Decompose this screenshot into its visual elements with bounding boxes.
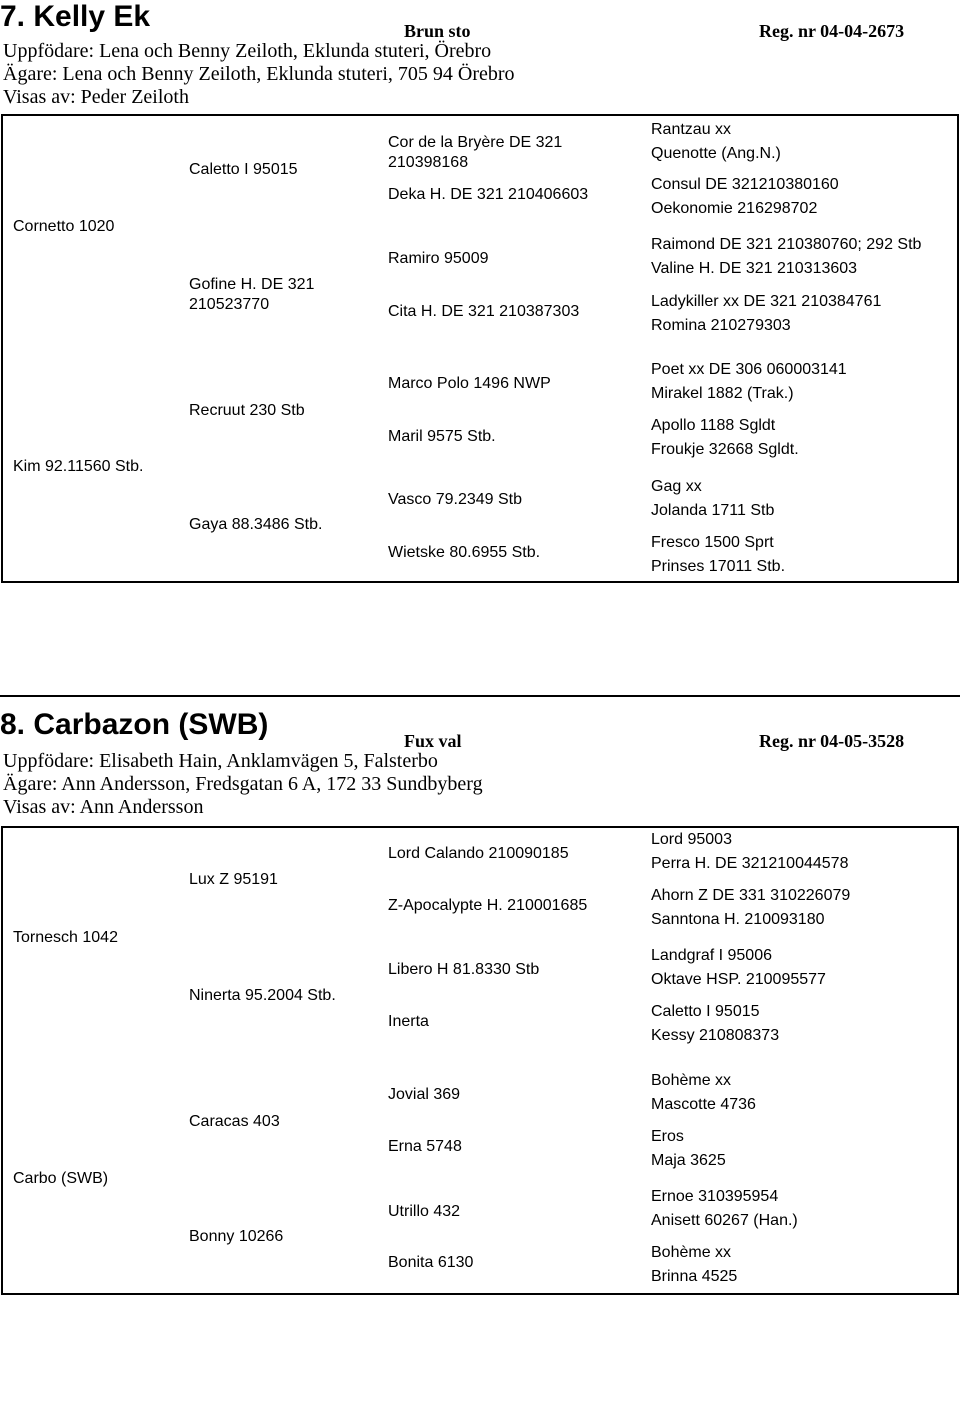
entry-title: 8. Carbazon (SWB) xyxy=(0,708,269,741)
maternal-granddam: Gaya 88.3486 Stb. xyxy=(189,516,323,533)
gggp-4: Oekonomie 216298702 xyxy=(651,200,818,217)
ggp-1: Lord Calando 210090185 xyxy=(388,845,569,862)
gggp-2: Quenotte (Ang.N.) xyxy=(651,145,781,162)
ggp-6: Maril 9575 Stb. xyxy=(388,428,496,445)
ggp-1: Cor de la Bryère DE 321 xyxy=(388,134,563,151)
ggp-3: Libero H 81.8330 Stb xyxy=(388,961,540,978)
ggp-4: Cita H. DE 321 210387303 xyxy=(388,303,580,320)
breeder: Uppfödare: Lena och Benny Zeiloth, Eklunda stuteri, Örebro xyxy=(3,40,492,62)
paternal-grandsire: Lux Z 95191 xyxy=(189,871,278,888)
gggp-3: Consul DE 321210380160 xyxy=(651,176,839,193)
paternal-granddam: Gofine H. DE 321 xyxy=(189,276,315,293)
ggp-8: Wietske 80.6955 Stb. xyxy=(388,544,541,561)
gggp-5: Landgraf I 95006 xyxy=(651,947,772,964)
paternal-grandsire: Caletto I 95015 xyxy=(189,161,298,178)
color-sex: Brun sto xyxy=(404,21,471,41)
gggp-12: Maja 3625 xyxy=(651,1152,726,1169)
gggp-14: Jolanda 1711 Stb xyxy=(651,502,775,519)
owner: Ägare: Lena och Benny Zeiloth, Eklunda stuteri, 705 94 Örebro xyxy=(3,63,515,85)
ggp-3: Ramiro 95009 xyxy=(388,250,489,267)
gggp-13: Ernoe 310395954 xyxy=(651,1188,779,1205)
ggp-4: Inerta xyxy=(388,1013,429,1030)
dam: Kim 92.11560 Stb. xyxy=(13,458,144,475)
gggp-13: Gag xx xyxy=(651,478,702,495)
gggp-2: Perra H. DE 321210044578 xyxy=(651,855,849,872)
maternal-grandsire: Recruut 230 Stb xyxy=(189,402,305,419)
gggp-4: Sanntona H. 210093180 xyxy=(651,911,825,928)
gggp-14: Anisett 60267 (Han.) xyxy=(651,1212,798,1229)
paternal-granddam-reg: 210523770 xyxy=(189,296,270,313)
gggp-11: Eros xyxy=(651,1128,684,1145)
gggp-16: Brinna 4525 xyxy=(651,1268,738,1285)
sire: Tornesch 1042 xyxy=(13,929,118,946)
ggp-5: Marco Polo 1496 NWP xyxy=(388,375,551,392)
ggp-5: Jovial 369 xyxy=(388,1086,461,1103)
ggp-7: Vasco 79.2349 Stb xyxy=(388,491,523,508)
ggp-7: Utrillo 432 xyxy=(388,1203,461,1220)
entry-title: 7. Kelly Ek xyxy=(0,0,151,33)
gggp-8: Kessy 210808373 xyxy=(651,1027,780,1044)
gggp-1: Lord 95003 xyxy=(651,831,732,848)
gggp-3: Ahorn Z DE 331 310226079 xyxy=(651,887,851,904)
maternal-granddam: Bonny 10266 xyxy=(189,1228,284,1245)
gggp-12: Froukje 32668 Sgldt. xyxy=(651,441,799,458)
gggp-15: Bohème xx xyxy=(651,1244,732,1261)
gggp-7: Caletto I 95015 xyxy=(651,1003,760,1020)
paternal-granddam: Ninerta 95.2004 Stb. xyxy=(189,987,336,1004)
ggp-8: Bonita 6130 xyxy=(388,1254,474,1271)
registration-number: Reg. nr 04-04-2673 xyxy=(759,21,905,41)
registration-number: Reg. nr 04-05-3528 xyxy=(759,731,905,751)
gggp-9: Poet xx DE 306 060003141 xyxy=(651,361,847,378)
gggp-10: Mascotte 4736 xyxy=(651,1096,756,1113)
ggp-2: Z-Apocalypte H. 210001685 xyxy=(388,897,588,914)
maternal-grandsire: Caracas 403 xyxy=(189,1113,280,1130)
shown-by: Visas av: Peder Zeiloth xyxy=(3,86,189,108)
gggp-10: Mirakel 1882 (Trak.) xyxy=(651,385,794,402)
dam: Carbo (SWB) xyxy=(13,1170,109,1187)
entry-divider xyxy=(0,695,960,697)
breeder: Uppfödare: Elisabeth Hain, Anklamvägen 5, Falsterbo xyxy=(3,750,438,772)
ggp-2: Deka H. DE 321 210406603 xyxy=(388,186,589,203)
ggp-1-reg: 210398168 xyxy=(388,154,469,171)
ggp-6: Erna 5748 xyxy=(388,1138,462,1155)
color-sex: Fux val xyxy=(404,731,462,751)
gggp-5: Raimond DE 321 210380760; 292 Stb xyxy=(651,236,922,253)
sire: Cornetto 1020 xyxy=(13,218,115,235)
gggp-7: Ladykiller xx DE 321 210384761 xyxy=(651,293,882,310)
gggp-6: Valine H. DE 321 210313603 xyxy=(651,260,858,277)
gggp-16: Prinses 17011 Stb. xyxy=(651,558,786,575)
gggp-1: Rantzau xx xyxy=(651,121,732,138)
owner: Ägare: Ann Andersson, Fredsgatan 6 A, 172 33 Sundbyberg xyxy=(3,773,483,795)
gggp-15: Fresco 1500 Sprt xyxy=(651,534,774,551)
gggp-8: Romina 210279303 xyxy=(651,317,791,334)
gggp-6: Oktave HSP. 210095577 xyxy=(651,971,826,988)
gggp-9: Bohème xx xyxy=(651,1072,732,1089)
shown-by: Visas av: Ann Andersson xyxy=(3,796,204,818)
gggp-11: Apollo 1188 Sgldt xyxy=(651,417,776,434)
